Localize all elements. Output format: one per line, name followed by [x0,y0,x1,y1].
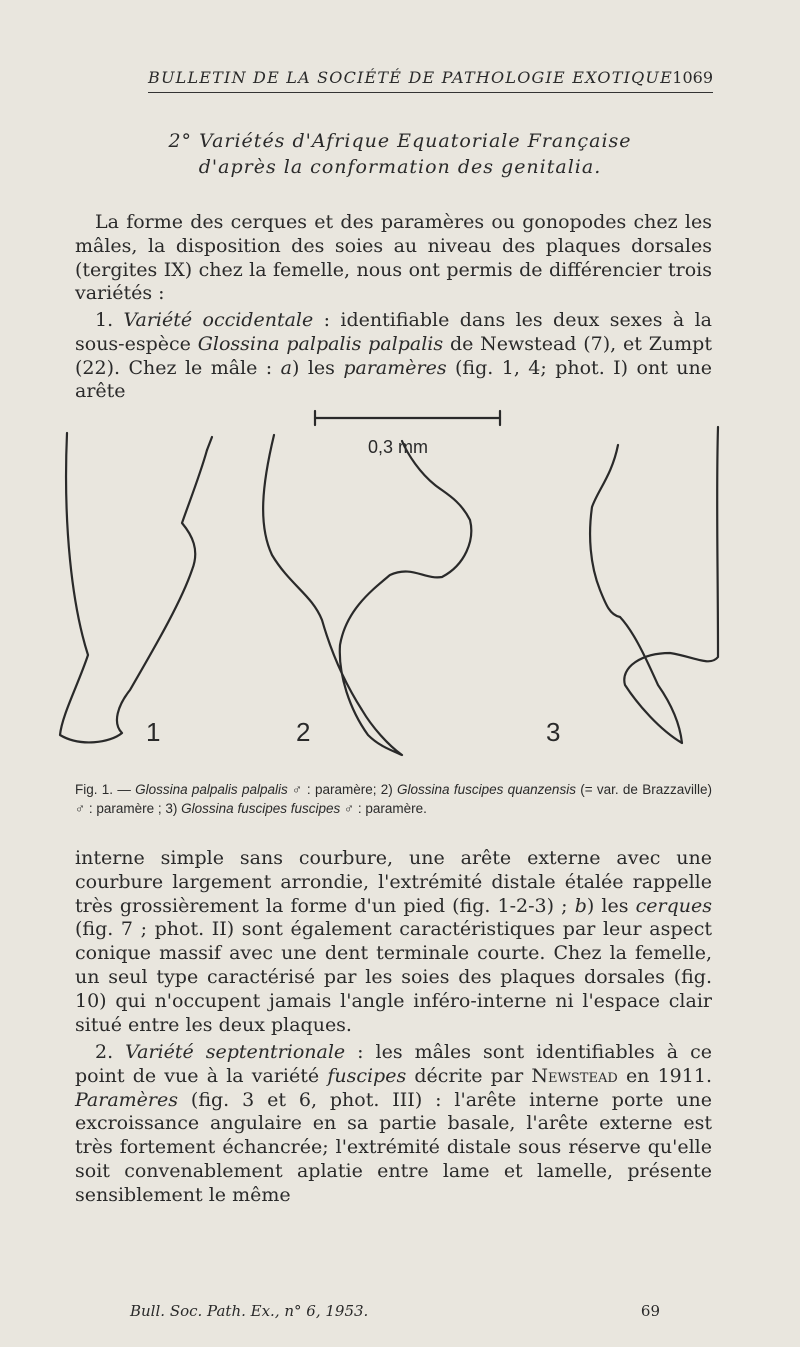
paramere-1-tip [207,437,212,450]
letter-a: a [280,356,292,379]
figure-caption [75,780,712,818]
text-run: : les mâles sont identifiables à ce point de vue à la variété [75,1041,712,1087]
caption-text: Fig. 1. — [75,781,136,797]
paramere-3-outline [590,427,718,743]
scale-label: 0,3 mm [368,437,429,457]
item-number: 1. [95,309,114,331]
page-number: 1069 [672,68,713,87]
running-title: BULLETIN DE LA SOCIÉTÉ DE PATHOLOGIE EXOTIQUE [148,68,673,87]
text-run: en 1911. [617,1064,712,1087]
text-run: (fig. 1, 4; phot. I) ont une arête [75,356,712,403]
text-run: : identifiable dans les deux sexes à la sous-espèce [75,309,712,355]
species-name: Glossina palpalis palpalis [197,332,444,355]
term-parameres: Paramères [75,1088,179,1111]
figure-label-2: 2 [296,717,311,747]
term-fuscipes: fuscipes [327,1064,407,1087]
caption-species-1: Glossina palpalis palpalis [135,781,288,797]
paramere-figure [50,405,770,765]
caption-text: (= var. de Brazzaville) ♂ : paramère ; 3) [75,781,712,816]
section-title-line-2: d'après la conformation des genitalia. [198,156,602,178]
caption-species-3: Glossina fuscipes fuscipes [181,800,341,816]
running-header [148,64,713,93]
text-run: (fig. 3 et 6, phot. III) : l'arête interne porte une excroissance angulaire en sa partie basale, l'arête externe est très fortement échancrée; l'extrémité distale sous réserve qu'elle soit convenablement aplatie entre lame et lamelle, présente sensiblement le même [75,1088,712,1206]
variety-title: Variété septentrionale [125,1041,346,1063]
term-parameres: paramères [343,356,447,379]
paragraph-intro [75,211,712,306]
paragraph-variety-occidental [75,309,712,404]
letter-b: b [574,894,587,917]
term-cerques: cerques [635,894,712,917]
paragraph-variety-septentrional [75,1041,712,1208]
footer-citation: Bull. Soc. Path. Ex., n° 6, 1953. [130,1302,369,1320]
variety-title: Variété occidentale [123,309,314,331]
text-run: ) les [586,894,636,917]
text-run: (fig. 7 ; phot. II) sont également caractéristiques par leur aspect conique massif avec une dent terminale courte. Chez la femelle, un seul type caractérisé par les soies des plaques dorsales (fig. 10) qui n'occupent jamais l'angle inféro-interne ni l'espace clair situé entre les deux plaques. [75,918,712,1036]
footer-folio: 69 [640,1302,660,1320]
paragraph-continuation [75,847,712,1037]
text-run: interne simple sans courbure, une arête externe avec une courbure largement arrondie, l'extrémité distale étalée rappelle très grossièrement la forme d'un pied (fig. 1-2-3) ; [75,847,712,917]
item-number: 2. [95,1041,114,1063]
footer [130,1302,660,1320]
author-newstead: Newstead [531,1064,618,1087]
caption-text: ♂ : paramère; 2) [287,781,398,797]
paragraph-intro-text: La forme des cerques et des paramères ou gonopodes chez les mâles, la disposition des soies au niveau des plaques dorsales (tergites IX) chez la femelle, nous ont permis de différencier trois variétés : [75,211,712,305]
text-run: de Newstead (7), et Zumpt (22). Chez le mâle : [75,332,712,379]
figure-label-3: 3 [546,717,561,747]
figure-label-1: 1 [146,717,161,747]
section-title-line-1: 2° Variétés d'Afrique Equatoriale Française [168,130,632,152]
caption-species-2: Glossina fuscipes quanzensis [397,781,576,797]
paramere-2-outline [263,435,471,755]
text-run: ) les [291,356,344,379]
paramere-1-outline [60,433,207,742]
caption-text: ♂ : paramère. [340,800,427,816]
text-run: décrite par [406,1064,532,1087]
